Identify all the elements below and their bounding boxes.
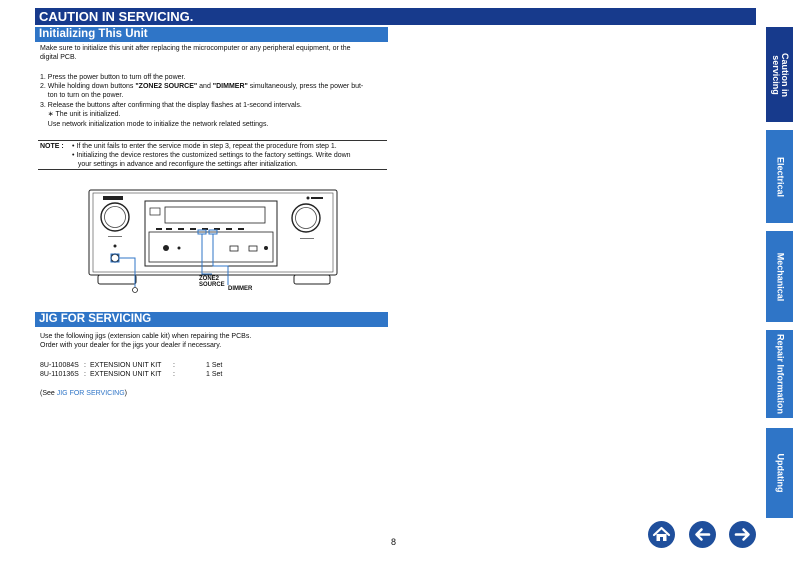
section-header-initializing [35, 27, 388, 42]
jig-sep: : [84, 362, 86, 369]
tab-updating[interactable] [766, 428, 793, 518]
step-2 [40, 82, 363, 91]
step-3: 3. Release the buttons after confirming that the display flashes at 1-second intervals. [40, 102, 302, 109]
step-2-text-d: simultaneously, press the power but- [247, 83, 364, 90]
back-button[interactable] [689, 521, 716, 548]
tab-mechanical[interactable] [766, 231, 793, 322]
note-line-3: your settings in advance and reconfigure the settings after initialization. [72, 161, 298, 168]
step-1: 1. Press the power button to turn off the power. [40, 74, 186, 81]
page-title: CAUTION IN SERVICING. [39, 9, 194, 24]
home-icon [648, 521, 675, 548]
intro-line-2: digital PCB. [40, 54, 77, 61]
step-3-note-a: ∗ The unit is initialized. [40, 111, 121, 118]
forward-button[interactable] [729, 521, 756, 548]
intro-line-1: Make sure to initialize this unit after replacing the microcomputer or any peripheral equipment, or the [40, 45, 351, 52]
note-label: NOTE : [40, 143, 64, 150]
section-title: Initializing This Unit [39, 28, 148, 40]
step-2-text-c: and [197, 83, 213, 90]
home-button[interactable] [648, 521, 675, 548]
callout-dimmer: DIMMER [228, 286, 253, 292]
callout-source: SOURCE [199, 282, 225, 288]
jig-for-servicing-link[interactable]: JIG FOR SERVICING [56, 390, 125, 397]
tab-electrical[interactable] [766, 130, 793, 223]
jig-qty: 1 Set [206, 371, 223, 378]
jig-sep: : [84, 371, 86, 378]
jig-qty: 1 Set [206, 362, 223, 369]
step-3-note-b: Use network initialization mode to initialize the network related settings. [40, 121, 269, 128]
dimmer-label: "DIMMER" [212, 83, 248, 90]
tab-label: Mechanical [775, 252, 785, 301]
jig-part-number: 8U-110136S [40, 371, 79, 378]
jig-intro-1: Use the following jigs (extension cable kit) when repairing the PCBs. [40, 333, 252, 340]
note-line-2: • Initializing the device restores the customized settings to the factory settings. Write down [72, 152, 351, 159]
step-2-text-a: 2. While holding down buttons [40, 83, 136, 90]
tab-repair-information[interactable] [766, 330, 793, 418]
jig-name: EXTENSION UNIT KIT [90, 362, 162, 369]
see-reference [40, 389, 127, 398]
page-number: 8 [391, 537, 397, 547]
jig-name: EXTENSION UNIT KIT [90, 371, 162, 378]
section-title: JIG FOR SERVICING [39, 313, 152, 325]
arrow-right-icon [729, 521, 756, 548]
page-header-bar [35, 8, 756, 25]
note-line-1: • If the unit fails to enter the service mode in step 3, repeat the procedure from step 1. [72, 143, 337, 150]
jig-intro-2: Order with your dealer for the jigs your dealer if necessary. [40, 342, 222, 349]
callout-zone2: ZONE2 [199, 276, 220, 282]
jig-colon: : [173, 362, 175, 369]
receiver-front-panel-diagram [88, 186, 352, 296]
tab-label: Electrical [775, 156, 785, 197]
section-header-jig [35, 312, 388, 327]
tab-label: Repair Information [775, 333, 785, 415]
tab-caution-in-servicing[interactable] [766, 27, 793, 122]
jig-part-number: 8U-110084S [40, 362, 79, 369]
arrow-left-icon [689, 521, 716, 548]
see-prefix: (See [40, 390, 57, 397]
jig-colon: : [173, 371, 175, 378]
tab-label: Caution in servicing [770, 52, 790, 97]
zone2-source-label: "ZONE2 SOURCE" [135, 83, 198, 90]
step-2-continued: ton to turn on the power. [40, 92, 124, 99]
tab-label: Updating [775, 453, 785, 493]
see-suffix: ) [124, 390, 128, 397]
